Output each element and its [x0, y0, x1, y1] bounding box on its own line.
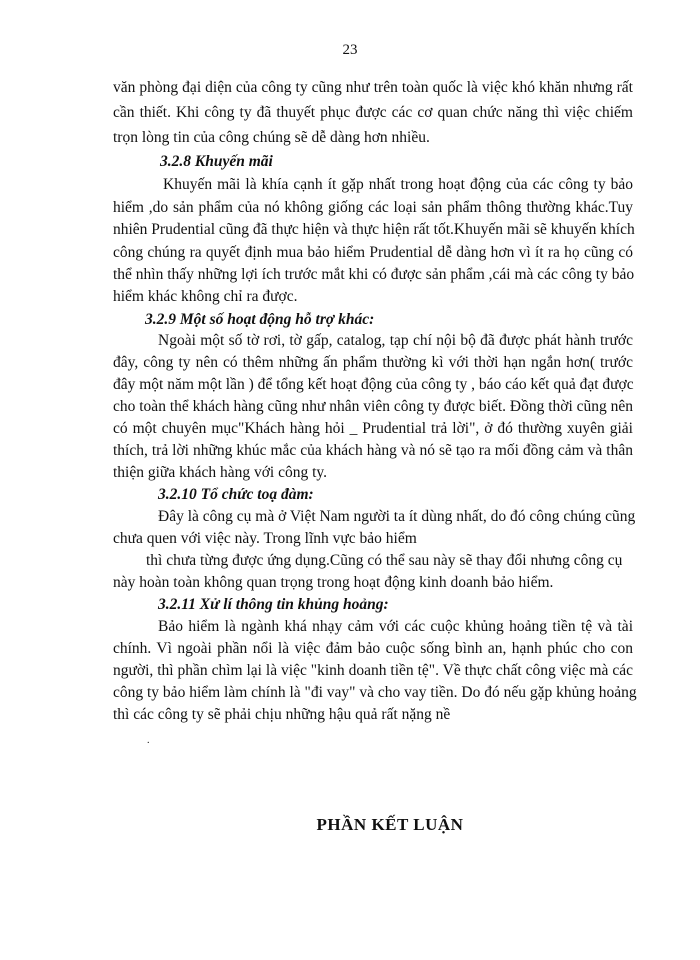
body-line: đây một năm một lần ) để tổng kết hoạt động của công ty , báo cáo kết quả đạt được — [113, 376, 634, 393]
section-heading-3-2-11: 3.2.11 Xử lí thông tin khủng hoảng: — [158, 596, 389, 613]
body-line: thiện giữa khách hàng với công ty. — [113, 464, 328, 481]
body-line: công ty bảo hiểm làm chính là "đi vay" và cho vay tiền. Do đó nếu gặp khủng hoảng — [113, 684, 637, 701]
section-heading-3-2-10: 3.2.10 Tổ chức toạ đàm: — [158, 486, 314, 503]
conclusion-title: PHẦN KẾT LUẬN — [316, 815, 464, 834]
body-line: hiểm ,do sản phẩm của nó không giống các loại sản phẩm thông thường khác.Tuy — [113, 199, 633, 216]
body-line: Đây là công cụ mà ở Việt Nam người ta ít dùng nhất, do đó công chúng cũng — [158, 508, 636, 525]
body-line: Bảo hiểm là ngành khá nhạy cảm với các cuộc khủng hoảng tiền tệ và tài — [158, 618, 633, 635]
body-line: nhiên Prudential cũng đã thực hiện và thực hiện rất tốt.Khuyến mãi sẽ khuyến khích — [113, 221, 635, 238]
body-line: thích, trả lời những khúc mắc của khách hàng và nó sẽ tạo ra mối đồng cảm và thân — [113, 442, 633, 459]
section-heading-3-2-8: 3.2.8 Khuyến mãi — [160, 153, 273, 170]
body-line: này hoàn toàn không quan trọng trong hoạt động kinh doanh bảo hiểm. — [113, 574, 554, 591]
body-line: chưa quen với việc này. Trong lĩnh vực bảo hiểm — [113, 530, 417, 547]
intro-line: cần thiết. Khi công ty đã thuyết phục được các cơ quan chức năng thì việc chiếm — [113, 104, 633, 121]
body-line: hiểm khác không chỉ ra được. — [113, 288, 298, 305]
page-number: 23 — [342, 42, 358, 58]
stray-mark: . — [147, 735, 150, 746]
body-line: Khuyến mãi là khía cạnh ít gặp nhất trong hoạt động của các công ty bảo — [163, 176, 633, 193]
body-line: chính. Vì ngoài phần nổi là việc đảm bảo cuộc sống bình an, hạnh phúc cho con — [113, 640, 633, 657]
body-line: Ngoài một số tờ rơi, tờ gấp, catalog, tạp chí nội bộ đã được phát hành trước — [158, 332, 633, 349]
body-line: người, thì phần chìm lại là việc "kinh doanh tiền tệ". Về thực chất công việc mà các — [113, 662, 633, 679]
intro-line: văn phòng đại diện của công ty cũng như trên toàn quốc là việc khó khăn nhưng rất — [113, 79, 633, 96]
body-line: thể nhìn thấy những lợi ích trước mắt khi có được sản phẩm ,cái mà các công ty bảo — [113, 266, 635, 283]
body-line: thì chưa từng được ứng dụng.Cũng có thể sau này sẽ thay đổi nhưng công cụ — [146, 552, 623, 569]
intro-line: trọn lòng tin của công chúng sẽ dễ dàng hơn nhiều. — [113, 129, 430, 146]
body-line: cho toàn thể khách hàng cũng như nhân viên công ty được biết. Đồng thời cũng nên — [113, 398, 634, 415]
body-line: đây, công ty nên có thêm những ấn phẩm thường kì với thời hạn ngắn hơn( trước — [113, 354, 633, 371]
body-line: công chúng ra quyết định mua bảo hiểm Prudential dễ dàng hơn vì ít ra họ cũng có — [113, 244, 633, 261]
body-line: có một chuyên mục"Khách hàng hỏi _ Prudential trả lời", ở đó thường xuyên giải — [113, 420, 633, 437]
body-line: thì các công ty sẽ phải chịu những hậu quả rất nặng nề — [113, 706, 451, 723]
section-heading-3-2-9: 3.2.9 Một số hoạt động hỗ trợ khác: — [145, 311, 375, 328]
